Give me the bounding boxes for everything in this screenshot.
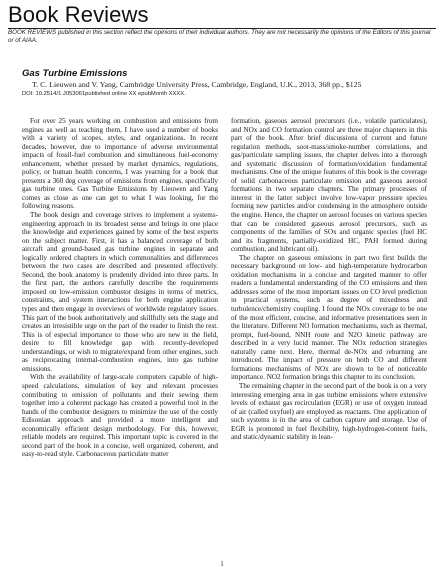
paragraph: The chapter on gaseous emissions in part two first builds the necessary background on low- and high-temperature hydrocarbon oxidation mechanisms in a concise and targeted manner to offer readers a fundamental understanding of the CO emissions and then addresses some of the most important issues on CO level prediction in practical systems, such as degree of mixedness and turbulence/chemistry coupling. I found the NOx coverage to be one of the most efficient, concise, and informative presentations seen in the literature. Different NO formation mechanisms, such as thermal, prompt, fuel-bound, NNH route and N2O kinetic pathway are described in a very lucid manner. The NOx reduction strategies naturally came next. Here, thermal de-NOx and reburning are introduced. The impact of pressure on both CO and different formations mechanisms of NOx are shown to be of noticeable importance. NO2 formation brings this chapter to its conclusion. bbox=[231, 253, 427, 382]
paragraph: With the availability of large-scale computers capable of high-speed calculations, simulation of key and relevant processes contributing to emission of pollutants and their sewing them together into a coherent package has created a powerful tool in the hands of the combustor designers to minimize the use of the costly Edisonian approach and provided a more intelligent and economically efficient design methodology. For this, however, reliable models are required. This important topic is covered in the second part of the book in a concise, well organized, coherent, and easy-to-read style. Carbonaceous particulate matter bbox=[22, 373, 218, 459]
paragraph: formation, gaseous aerosol precursors (i.e., volatile particulates), and NOx and CO formation control are three major chapters in this part of the book. After brief discussions of current and future regulation methods, soot-mass/smoke-number correlations, and gas/particulate sampling issues, the chapter delves into a thorough and systematic discussion of formation/oxidation fundamental mechanisms. One of the unique features of this book is the coverage of solid carbonaceous particulate emission and gaseous aerosol formations in two separate chapters. The primary processes of interest in the latter subject involve low-vapor pressure species forming new particles and/or condensing in the atmosphere outside the engine. Hence, the chapter on aerosol focuses on various species that can be considered gaseous aerosol precursors, such as components of the families of SOx and organic species (fuel HC and its fragments, partially-oxidized HC, PAH formed during combustion, and lubricant oil). bbox=[231, 117, 427, 254]
doi-line: DOI: 10.2514/1.J053061published online XX epubMonth XXXX. bbox=[22, 91, 186, 97]
paragraph: The remaining chapter in the second part of the book is on a very interesting emerging area in gas turbine emissions where extensive levels of exhaust gas recirculation (EGR) or use of oxygen instead of air (called oxyfuel) are employed as reactants. One application of such systems is in the area of carbon capture and storage. Use of EGR is promoted in fuel flexibility, high-hydrogen-content fuels, and static/dynamic stability in lean- bbox=[231, 381, 427, 442]
book-title: Gas Turbine Emissions bbox=[22, 68, 128, 79]
paragraph: For over 25 years working on combustion and emissions from engines as well as teaching them, I have used a number of books with a variety of scopes, styles, and organizations. In recent decades, however, due to importance of adverse environmental impacts of fossil-fuel combustion and simultaneous fuel-economy enhancement, whether pressed by market dynamics, regulations, policy, or human health concerns, I was yearning for a book that presents a 360 deg coverage of emissions from engines, specifically gas turbine ones. Gas Turbine Emissions by Lieuwen and Yang comes as close as one can get to what I was looking, for the following reasons. bbox=[22, 117, 218, 211]
section-heading: Book Reviews bbox=[8, 2, 149, 27]
book-byline: T. C. Lieuwen and V. Yang, Cambridge University Press, Cambridge, England, U.K., 2013, 368 pp., $125 bbox=[32, 80, 362, 89]
paragraph: The book design and coverage strives to implement a systems-engineering approach in its broadest sense and brings in one place the knowledge and experiences gained by some of the best experts on the subject matter. First, it has a balanced coverage of both aircraft and ground-based gas turbine engines in separate and logically ordered chapters in which commonalities and differences between the two cases are described and presented effectively. Second, the book anatomy is prudently divided into three parts. In the first part, the authors carefully describe the requirements imposed on low-emission combustor designs in terms of metrics, constraints, and system interactions for both engine application types and then engage in overviews of worldwide regulatory issues. This part of the book authoritatively and skillfully sets the stage and creates an irresistible urge on the part of the reader to finish the rest. This is of especial importance to those who are new in the field, desire to fill knowledge gap with recently-developed understandings, or wish to migrate/expand from other engines, such as reciprocating internal-combustion engines, into gas turbine emissions. bbox=[22, 211, 218, 373]
left-column bbox=[22, 117, 218, 459]
page-number: 1 bbox=[220, 560, 224, 568]
right-column bbox=[231, 117, 427, 442]
section-disclaimer: BOOK REVIEWS published in this section reflect the opinions of their individual authors. They are not necessarily the opinions of the Editors of this journal or of AIAA. bbox=[8, 29, 431, 44]
